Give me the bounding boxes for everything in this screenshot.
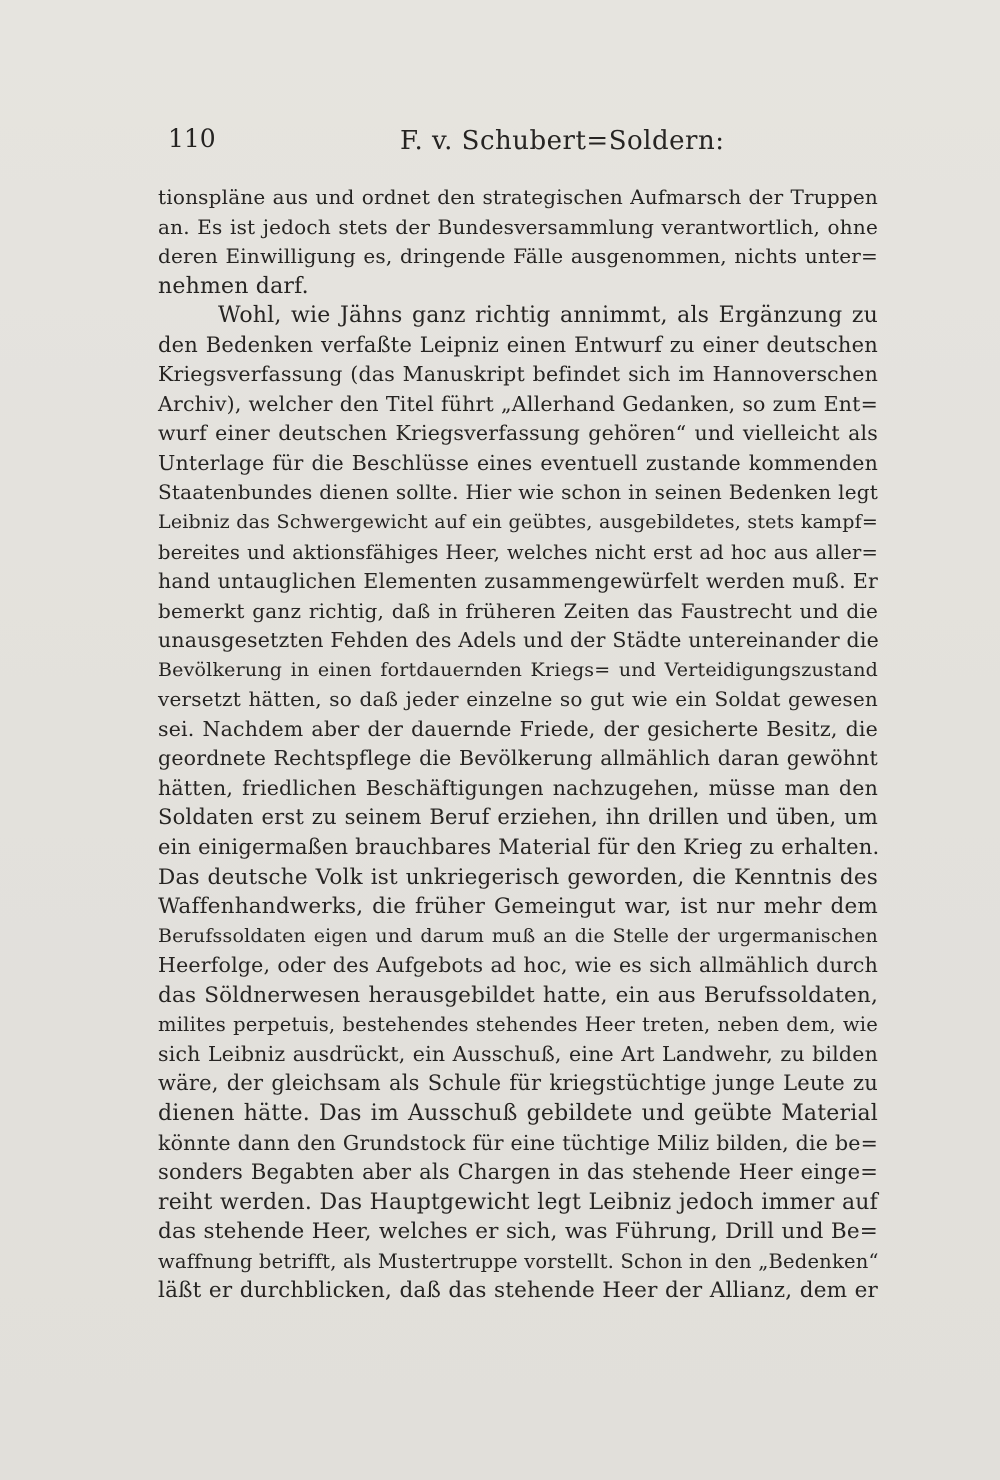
text-line: versetzt hätten, so daß jeder einzelne so gut wie ein Soldat gewesen [158,687,878,712]
body-text [158,183,878,1306]
text-line: dienen hätte. Das im Ausschuß gebildete und geübte Material [158,1100,878,1126]
text-line: Kriegsverfassung (das Manuskript befindet sich im Hannoverschen [158,362,878,387]
text-line: Leibniz das Schwergewicht auf ein geübtes, ausgebildetes, stets kampf= [158,511,878,534]
page-header [160,122,880,162]
text-line: das stehende Heer, welches er sich, was Führung, Drill und Be= [158,1219,878,1245]
text-line: ein einigermaßen brauchbares Material für den Krieg zu erhalten. [158,835,880,860]
text-line: unausgesetzten Fehden des Adels und der Städte untereinander die [158,628,879,653]
text-line: das Söldnerwesen herausgebildet hatte, ein aus Berufssoldaten, [158,982,878,1008]
text-line: reiht werden. Das Hauptgewicht legt Leibniz jedoch immer auf [158,1189,878,1215]
text-line: deren Einwilligung es, dringende Fälle ausgenommen, nichts unter= [158,244,878,269]
text-line: milites perpetuis, bestehendes stehendes Heer treten, neben dem, wie [158,1013,878,1037]
text-line: läßt er durchblicken, daß das stehende Heer der Allianz, dem er [158,1278,878,1304]
text-line: bereites und aktionsfähiges Heer, welches nicht erst ad hoc aus aller= [158,540,878,564]
text-line: Das deutsche Volk ist unkriegerisch geworden, die Kenntnis des [158,864,878,890]
text-line: Berufssoldaten eigen und darum muß an die Stelle der urgermanischen [158,924,878,947]
text-line: Staatenbundes dienen sollte. Hier wie schon in seinen Bedenken legt [158,480,878,505]
text-line: wäre, der gleichsam als Schule für kriegstüchtige junge Leute zu [158,1071,878,1096]
text-line: den Bedenken verfaßte Leipniz einen Entwurf zu einer deutschen [158,332,878,357]
text-line: könnte dann den Grundstock für eine tüchtige Miliz bilden, die be= [158,1130,878,1155]
text-line: Waffenhandwerks, die früher Gemeingut war, ist nur mehr dem [158,894,878,920]
text-line: sei. Nachdem aber der dauernde Friede, der gesicherte Besitz, die [158,716,878,741]
text-line: Archiv), welcher den Titel führt „Allerhand Gedanken, so zum Ent= [158,391,878,416]
text-line: Bevölkerung in einen fortdauernden Kriegs= und Verteidigungszustand [158,658,878,681]
running-title: F. v. Schubert=Soldern: [400,126,725,156]
text-line: bemerkt ganz richtig, daß in früheren Zeiten das Faustrecht und die [158,598,878,623]
text-line: tionspläne aus und ordnet den strategischen Aufmarsch der Truppen [158,185,878,209]
text-line: hand untauglichen Elementen zusammengewürfelt werden muß. Er [158,569,878,594]
text-line: nehmen darf. [158,273,309,299]
page-number: 110 [168,124,216,153]
text-line: Heerfolge, oder des Aufgebots ad hoc, wie es sich allmählich durch [158,953,878,978]
text-line: hätten, friedlichen Beschäftigungen nachzugehen, müsse man den [158,775,878,800]
text-line: an. Es ist jedoch stets der Bundesversammlung verantwortlich, ohne [158,214,878,239]
paragraph-start-line: Wohl, wie Jähns ganz richtig annimmt, als Ergänzung zu [218,303,878,329]
text-line: geordnete Rechtspflege die Bevölkerung allmählich daran gewöhnt [158,746,878,771]
text-line: sich Leibniz ausdrückt, ein Ausschuß, eine Art Landwehr, zu bilden [158,1041,878,1066]
text-line: sonders Begabten aber als Chargen in das stehende Heer einge= [158,1160,878,1185]
text-line: wurf einer deutschen Kriegsverfassung gehören“ und vielleicht als [158,421,878,446]
text-line: waffnung betrifft, als Mustertruppe vorstellt. Schon in den „Bedenken“ [158,1249,879,1273]
text-line: Soldaten erst zu seinem Beruf erziehen, ihn drillen und üben, um [158,805,878,830]
text-line: Unterlage für die Beschlüsse eines eventuell zustande kommenden [158,450,878,475]
